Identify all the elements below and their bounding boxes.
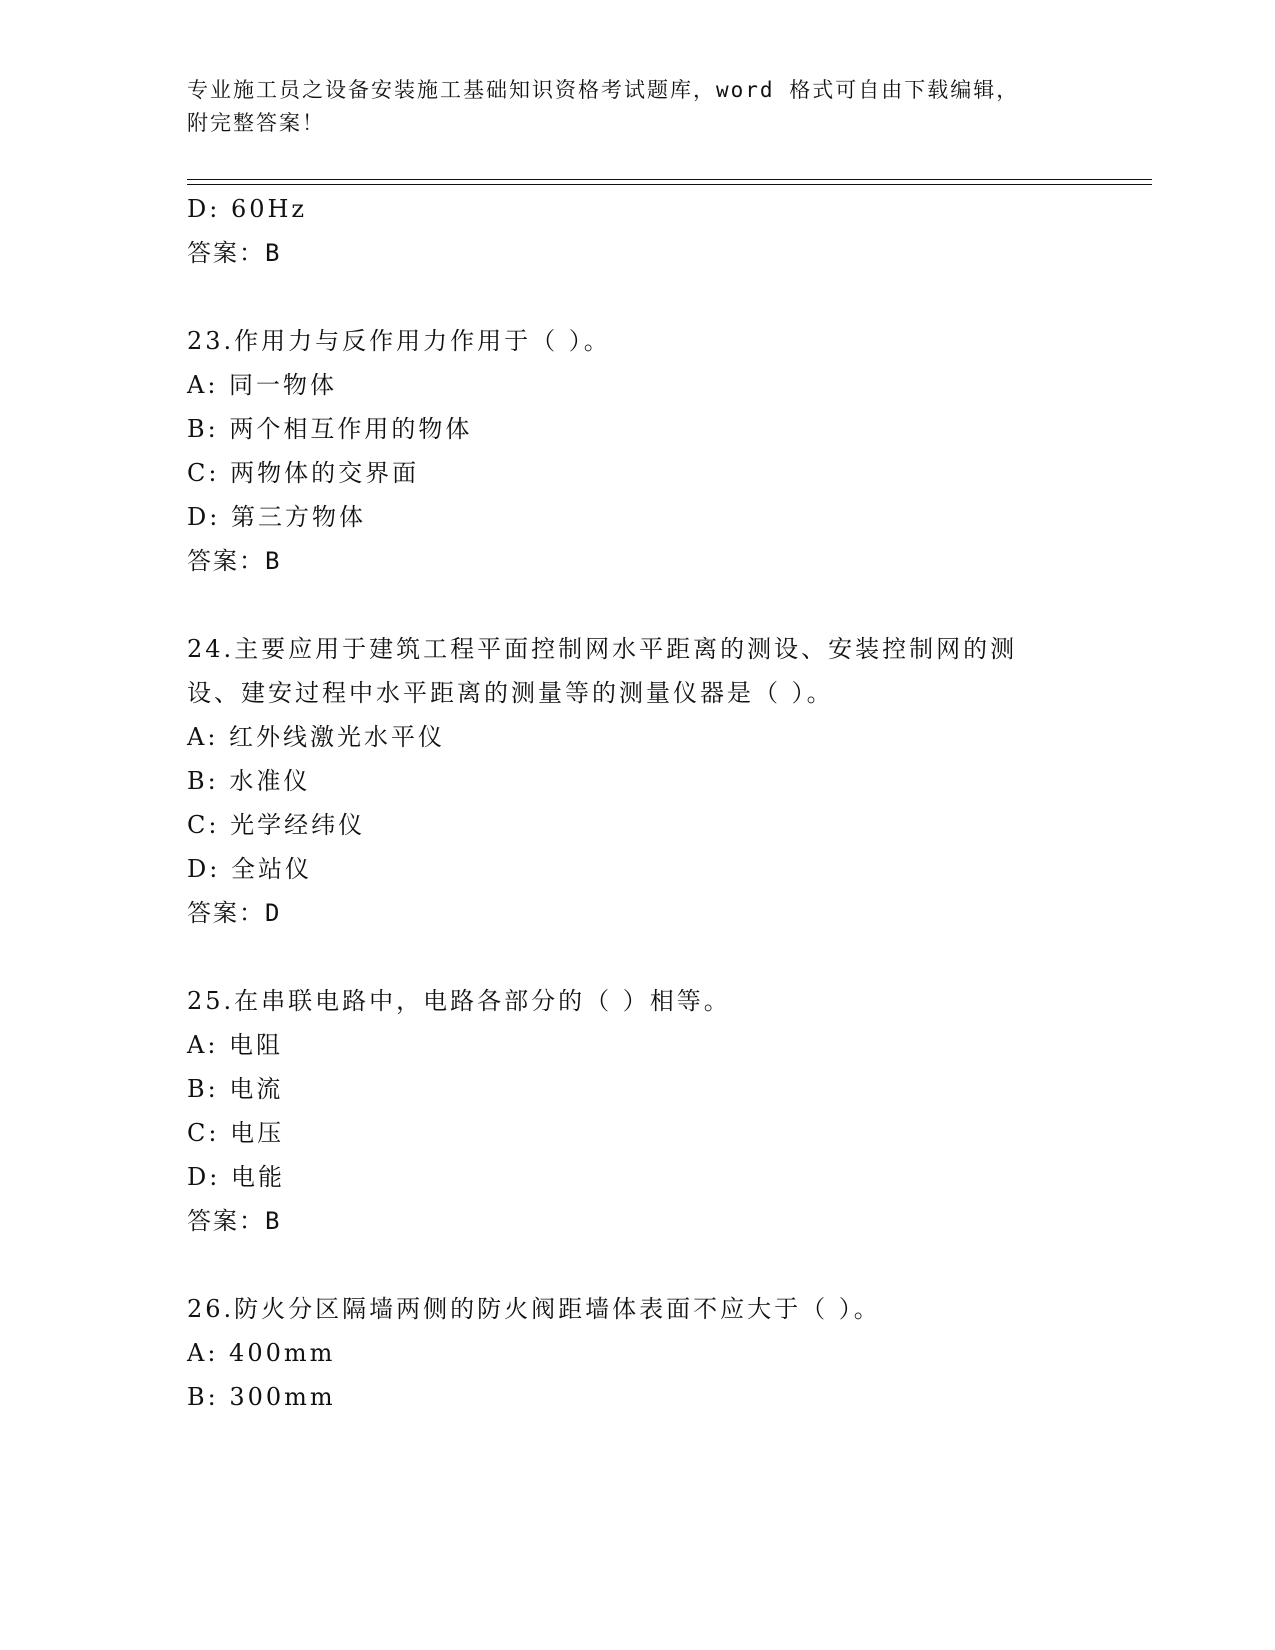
header-divider-top [187,179,1152,180]
q25-option-c: C: 电压 [187,1119,285,1147]
header-divider-bottom [187,184,1152,185]
q26-stem: 26.防火分区隔墙两侧的防火阀距墙体表面不应大于（ ）。 [187,1295,881,1323]
header-line-2: 附完整答案！ [187,111,325,135]
q25-answer: 答案：B [187,1207,282,1235]
q23-option-b: B: 两个相互作用的物体 [187,415,473,443]
q25-option-a: A: 电阻 [187,1031,284,1059]
q24-stem-line-2: 设、建安过程中水平距离的测量等的测量仪器是（ ）。 [187,679,834,707]
q26-option-a: A: 400mm [187,1339,336,1367]
q23-stem: 23.作用力与反作用力作用于（ ）。 [187,327,611,355]
q23-option-a: A: 同一物体 [187,371,338,399]
q24-option-c: C: 光学经纬仪 [187,811,366,839]
q24-stem-line-1: 24.主要应用于建筑工程平面控制网水平距离的测设、安装控制网的测 [187,635,1018,663]
q24-answer: 答案：D [187,899,282,927]
document-header [187,74,1087,140]
q23-option-d: D: 第三方物体 [187,503,366,531]
prev-option-d: D: 60Hz [187,195,308,223]
q24-option-a: A: 红外线激光水平仪 [187,723,446,751]
q23-answer: 答案：B [187,547,282,575]
q25-option-b: B: 电流 [187,1075,284,1103]
q24-option-b: B: 水准仪 [187,767,311,795]
q23-option-c: C: 两物体的交界面 [187,459,420,487]
q26-option-b: B: 300mm [187,1383,336,1411]
q24-option-d: D: 全站仪 [187,855,312,883]
q25-option-d: D: 电能 [187,1163,285,1191]
prev-answer: 答案：B [187,239,282,267]
header-line-1: 专业施工员之设备安装施工基础知识资格考试题库，word 格式可自由下载编辑， [187,78,1020,102]
q25-stem: 25.在串联电路中，电路各部分的（ ）相等。 [187,987,731,1015]
